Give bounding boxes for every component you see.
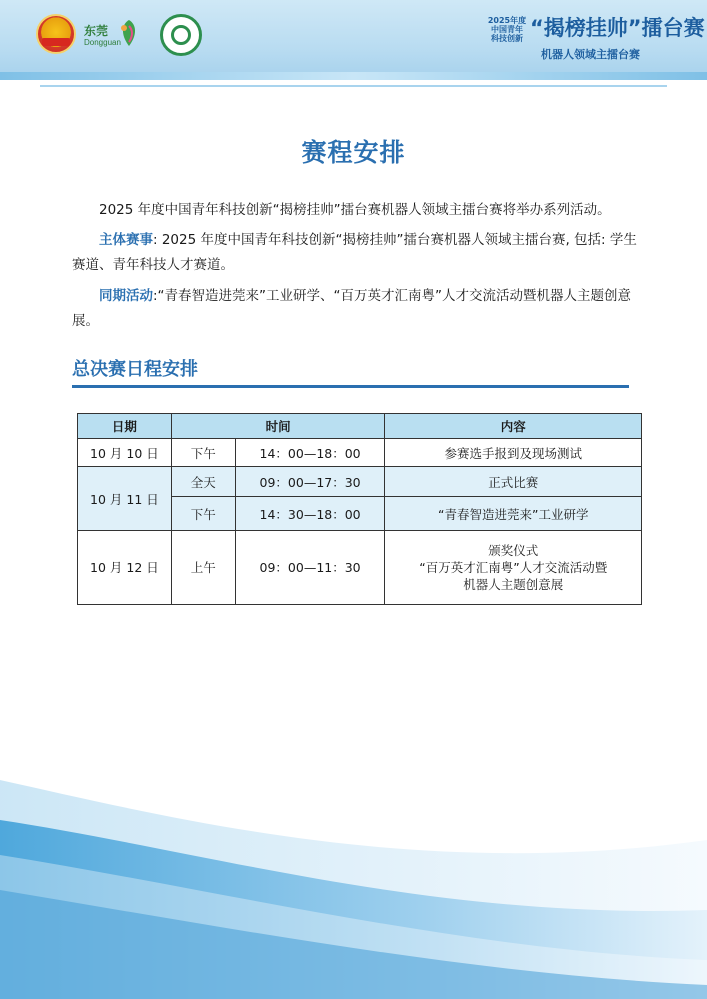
- main-event-text: : 2025 年度中国青年科技创新“揭榜挂帅”擂台赛机器人领域主擂台赛, 包括: 学生赛道、青年科技人才赛道。: [72, 232, 637, 273]
- concurrent-event-text: :“青春智造进莞来”工业研学、“百万英才汇南粤”人才交流活动暨机器人主题创意展。: [72, 288, 632, 329]
- header-time: 时间: [171, 414, 385, 439]
- cell-time: 09：00—11：30: [235, 531, 385, 605]
- cell-content: [385, 531, 642, 605]
- section-rule: [72, 385, 629, 388]
- content-line: 正式比赛: [488, 474, 539, 490]
- schedule-table: [77, 413, 642, 605]
- cell-date: 10 月 12 日: [78, 531, 172, 605]
- cell-period: 上午: [171, 531, 235, 605]
- main-event-paragraph: [72, 228, 642, 278]
- cell-content: [385, 439, 642, 467]
- table-row: [78, 467, 642, 497]
- dongguan-logo-text: 东莞: [84, 24, 109, 38]
- dongguan-leaf-icon: [118, 18, 140, 48]
- cell-time: 14：30—18：00: [235, 497, 385, 531]
- cell-date: 10 月 11 日: [78, 467, 172, 531]
- main-event-label: 主体赛事: [99, 232, 153, 248]
- intro-paragraph: 2025 年度中国青年科技创新“揭榜挂帅”擂台赛机器人领域主擂台赛将举办系列活动。: [99, 202, 611, 218]
- header-content: 内容: [385, 414, 642, 439]
- concurrent-event-paragraph: [72, 284, 642, 334]
- section-title: 总决赛日程安排: [72, 359, 198, 380]
- cell-period: 下午: [171, 497, 235, 531]
- dongguan-logo: [84, 14, 134, 58]
- science-association-emblem-icon: [160, 14, 202, 56]
- page-header: [0, 0, 707, 80]
- content-line: “青春智造进莞来”工业研学: [438, 506, 589, 522]
- youth-league-emblem-icon: [36, 14, 76, 54]
- table-row: [78, 439, 642, 467]
- cell-content: [385, 467, 642, 497]
- content-line: 颁奖仪式: [488, 543, 539, 558]
- dongguan-logo-sub: Dongguan: [84, 38, 121, 47]
- header-date: 日期: [78, 414, 172, 439]
- cell-period: 下午: [171, 439, 235, 467]
- brand-subtitle: 机器人领域主擂台赛: [541, 48, 640, 61]
- table-row: [78, 531, 642, 605]
- bottom-wave-decoration: [0, 760, 707, 999]
- cell-time: 14：00—18：00: [235, 439, 385, 467]
- page-title: 赛程安排: [301, 138, 406, 167]
- content-line: “百万英才汇南粤”人才交流活动暨: [419, 560, 608, 575]
- cell-time: 09：00—17：30: [235, 467, 385, 497]
- header-stripe: [0, 72, 707, 80]
- content-line: 参赛选手报到及现场测试: [444, 445, 582, 461]
- brand-title: “揭榜挂帅”擂台赛: [530, 16, 705, 40]
- cell-period: 全天: [171, 467, 235, 497]
- concurrent-event-label: 同期活动: [99, 288, 153, 304]
- header-divider: [40, 85, 667, 87]
- cell-content: [385, 497, 642, 531]
- table-header-row: [78, 414, 642, 439]
- cell-date: 10 月 10 日: [78, 439, 172, 467]
- brand-year-label: 2025年度 中国青年 科技创新: [487, 16, 527, 43]
- content-line: 机器人主题创意展: [463, 577, 564, 592]
